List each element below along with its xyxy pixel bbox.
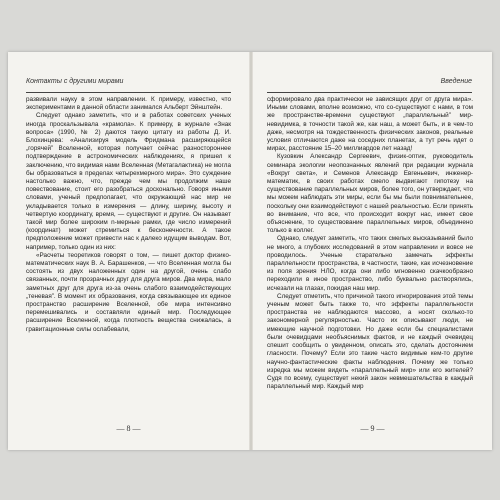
left-page-number: — 8 — (116, 424, 141, 433)
right-body-text (267, 96, 473, 391)
right-paragraph-2: Кузовкин Александр Сергеевич, физик-оптик, руководитель семинара экологии неопознанных явлений при редакции журнала «Вокруг света», и Семенов Александр Евгеньевич, инженер-математик, в своих работах смело выдвигают гипотезу на существование параллельных миров, более того, он утверждает, что мы можем наблюдать эти миры, если бы мы были повнимательнее, поскольку они взаимодействуют с нашей реальностью. Если принять во внимание, что все, что происходит вокруг нас, имеет свое объяснение, то существование параллельных миров, объединено только в коллег. (267, 153, 473, 235)
left-body-text (26, 96, 231, 334)
left-running-header: Контакты с другими мирами (26, 78, 231, 93)
book-spread (8, 52, 492, 450)
left-paragraph-1: развивали науку в этом направлении. К примеру, известно, что экспериментами в данной области занимался Альберт Эйнштейн. (26, 96, 231, 112)
right-page-number: — 9 — (360, 424, 385, 433)
right-paragraph-4: Следует отметить, что причиной такого игнорирования этой темы ученым может быть также то, что эффекты параллельности пространства не наблюдаются массово, а носят сколько-то закономерной регулярностью. Часто их описывают люди, не имеющие научной подготовки. Но даже если бы специалистами были очевидцами необъяснимых фактов, и не каждый очевидец спешит сообщить о увиденном, описать это, сделать достоянием гласности. Почему? Если это такие часто видимые кем-то другие научно-фантастические факты наблюдения. Почему же только изредка мы можем видеть «параллельный мир» или его жителей? Судя по всему, существует некий закон невмешательства в каждый параллельный мир. Каждый мир (267, 292, 473, 391)
right-paragraph-1: сформировало два практически не зависящих друг от друга мира». Иными словами, вполне возможно, что со-существуют с нами, в том же пространстве-времени существуют „параллельный” мир-невидимка, в точности такой же, как наш, а может быть, и в чем-то даже, несмотря на тождественность физических законов, реальные условия отличаются даже на соседних планетах, а тут речь идет о мирах, расстояние 15–20 миллиардов лет назад! (267, 96, 473, 153)
right-running-header: Введение (267, 78, 472, 93)
left-paragraph-2: Следует однако заметить, что и в работах советских ученых иногда проскальзывала «крамола». К примеру, в журнале «Знак вопроса» (1990, № 2) даются такую цитату из работы Д. И. Блохинцева: «Анализируя модель Фридмана расширяющейся „горячей” Вселенной, которая получает сейчас разностороннее подтверждение в астрономических наблюдениях, я пришел к заключению, что видимая нами Вселенная (Метагалактика) не могла бы образоваться в пределах четырехмерного мира». Это суждение настолько важно, что, прежде чем мы продолжим наше повествование, стоит его разобраться досконально. Говоря иными словами, ученый предполагает, что окружающий нас мир не укладывается только в измерения — длину, ширину, высоту и четвертую координату, время, — существуют и другие. Он называет такой мир более широким n-мерные рамки, где число измерений (координат) может стремиться к бесконечности. А такое предположение может привести нас к далеко идущим выводам. Вот, например, только один из них: (26, 112, 231, 251)
right-page (253, 52, 492, 450)
left-paragraph-3: «Расчеты теоретиков говорят о том, — пишет доктор физико-математических наук В. А. Барашенков, — что Вселенная могла бы состоять из двух наложенных один на другой, очень слабо связанных, почти прозрачных друг для друга миров. Два мира, мало заметных друг для друга из-за очень слабого взаимодействующих „теневая”. В момент их образования, когда связывающее их единое пространство расширение Вселенной, обе мира интенсивно перемешивались и составляли единый мир. Последующее расширение Вселенной, когда плотность вещества снижалась, а гравитационные силы ослабевали, (26, 251, 231, 333)
right-paragraph-3: Однако, следует заметить, что таких смелых высказываний было не много, а глубоких исследований в этом направлении и вовсе не проводилось. Ученые старательно замечать эффекты параллельности пространства, в частности, такие, как исчезновение из поля зрения НЛО, когда они либо мгновенно скачкообразно переходили в иное пространство, либо буквально растворялись, исчезали на глазах, покидая наш мир. (267, 235, 473, 292)
left-page (8, 52, 249, 450)
